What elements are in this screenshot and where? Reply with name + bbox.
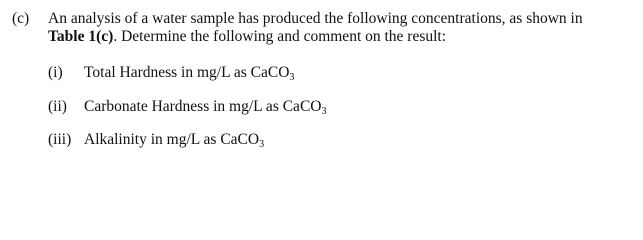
list-item-i <box>48 64 294 82</box>
intro-line-2 <box>48 28 638 46</box>
question-label: (c) <box>12 10 30 27</box>
table-reference: Table 1(c) <box>48 28 114 45</box>
item-number: (iii) <box>48 131 72 148</box>
list-item-iii <box>48 131 264 149</box>
intro-line-2-rest: . Determine the following and comment on the result: <box>113 28 447 45</box>
question-intro <box>48 10 638 46</box>
intro-line-1: An analysis of a water sample has produced the following concentrations, as shown in <box>48 10 583 27</box>
item-number: (ii) <box>48 98 67 115</box>
item-subscript: 3 <box>289 72 295 83</box>
item-text: Total Hardness in mg/L as CaCO <box>84 64 290 81</box>
item-subscript: 3 <box>259 139 265 150</box>
item-text: Alkalinity in mg/L as CaCO <box>84 131 260 148</box>
item-text: Carbonate Hardness in mg/L as CaCO <box>84 98 322 115</box>
list-item-ii <box>48 98 326 116</box>
item-number: (i) <box>48 64 63 81</box>
item-subscript: 3 <box>321 106 327 117</box>
